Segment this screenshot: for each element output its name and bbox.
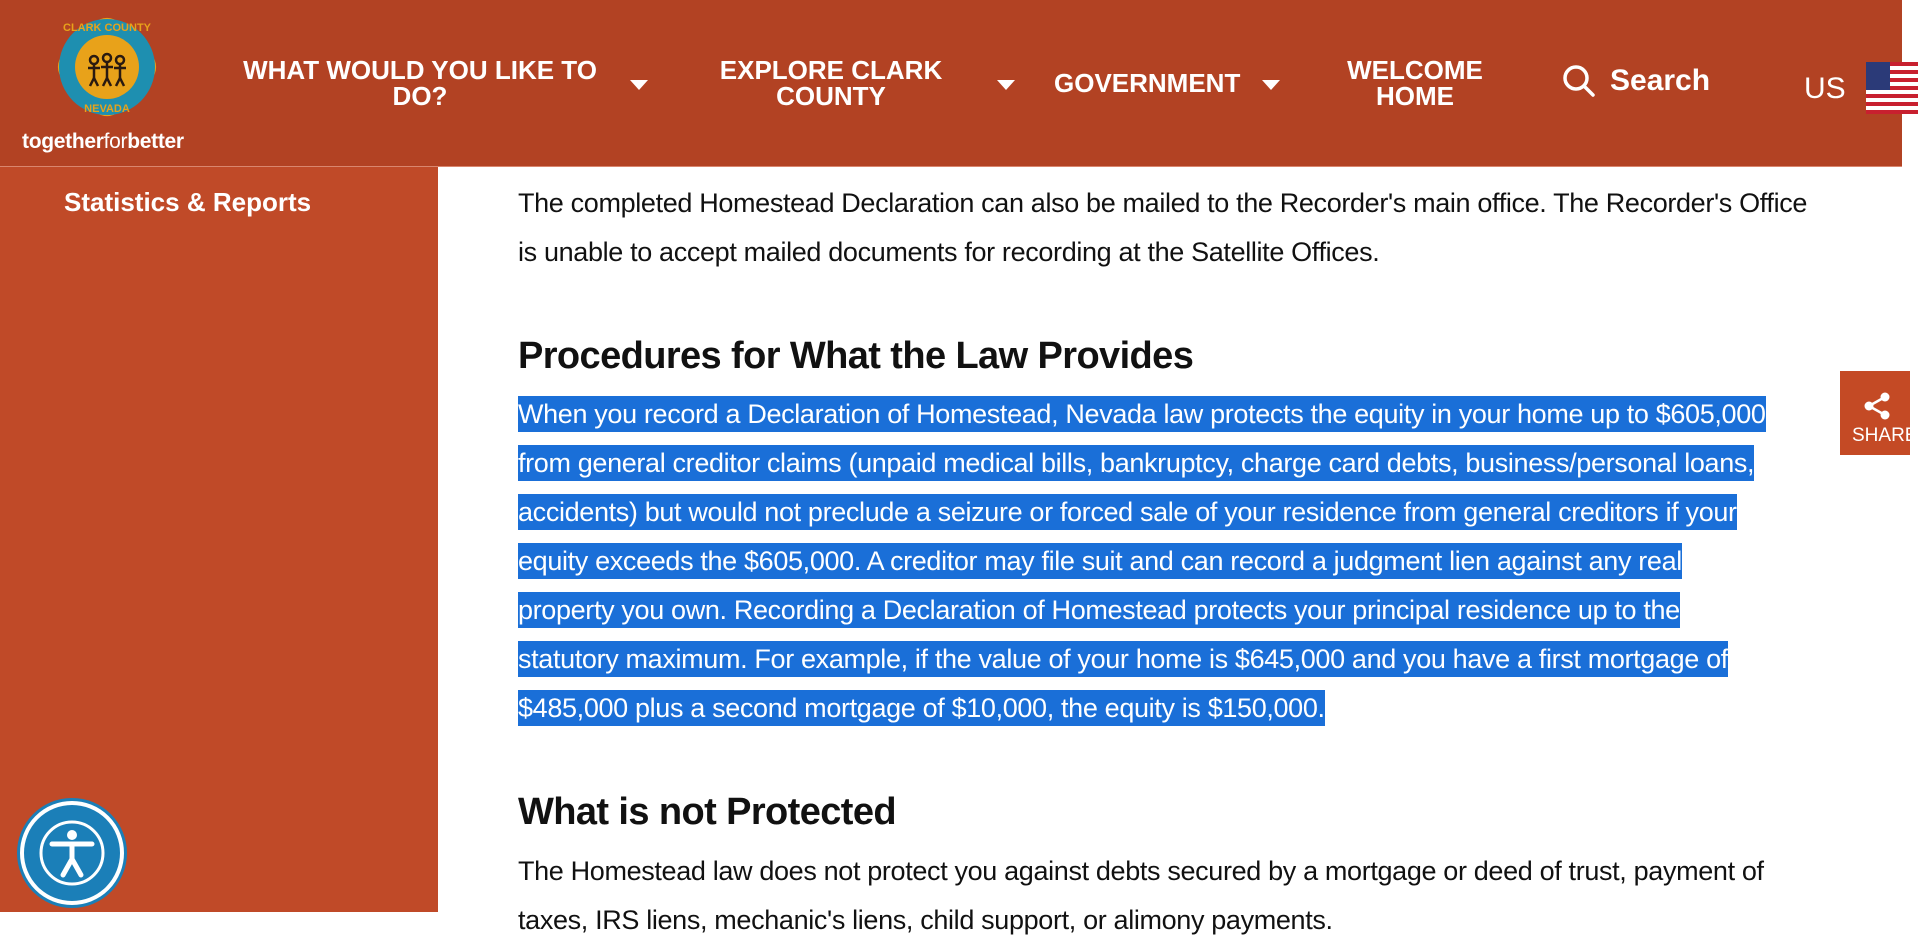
selected-text: equity exceeds the $605,000. A creditor may file suit and can record a judgment lien against any real (518, 543, 1682, 579)
procedures-paragraph-selected (518, 390, 1828, 733)
sidebar (0, 167, 438, 912)
nav-label: GOVERNMENT (1054, 68, 1241, 98)
selected-text: from general creditor claims (unpaid medical bills, bankruptcy, charge card debts, business/personal loans, (518, 445, 1754, 481)
search-label: Search (1610, 64, 1711, 97)
seal-text-bottom: NEVADA (84, 103, 130, 115)
accessibility-icon (38, 819, 106, 887)
intro-paragraph: The completed Homestead Declaration can also be mailed to the Recorder's main office. The Recorder's Office is unable to accept mailed documents for recording at the Satellite Offices. (518, 188, 1808, 267)
text-line (518, 390, 1828, 439)
tagline-together: together (22, 130, 104, 153)
search-button[interactable] (1562, 64, 1710, 98)
sidebar-item-statistics-reports[interactable]: Statistics & Reports (64, 187, 312, 217)
not-protected-paragraph (518, 847, 1828, 945)
nav-label: WHAT WOULD YOU LIKE TO DO? (243, 55, 597, 111)
selected-text: When you record a Declaration of Homestead, Nevada law protects the equity in your home up to $605,000 (518, 396, 1766, 432)
nav-government[interactable] (1054, 0, 1239, 166)
text-line (518, 488, 1828, 537)
tagline-for: for (103, 130, 128, 153)
selected-text: $485,000 plus a second mortgage of $10,000, the equity is $150,000. (518, 690, 1325, 726)
chevron-down-icon[interactable] (1262, 80, 1280, 90)
site-header (0, 0, 1902, 167)
nav-explore-clark-county[interactable] (716, 0, 946, 166)
not-protected-heading: What is not Protected (518, 791, 896, 833)
nav-welcome-home[interactable] (1340, 0, 1490, 166)
logo[interactable] (22, 10, 202, 160)
text-line (518, 439, 1828, 488)
nav-what-would-you-like-to-do[interactable] (240, 0, 600, 166)
clark-county-seal-icon[interactable] (50, 10, 164, 124)
text-line (518, 586, 1828, 635)
share-icon (1862, 391, 1892, 421)
us-flag-icon[interactable] (1866, 62, 1918, 114)
text-line: taxes, IRS liens, mechanic's liens, child support, or alimony payments. (518, 905, 1333, 935)
language-selector[interactable]: US (1804, 72, 1846, 105)
text-line (518, 537, 1828, 586)
accessibility-button[interactable] (20, 801, 124, 905)
share-label: SHARE (1852, 425, 1918, 446)
selected-text: statutory maximum. For example, if the value of your home is $645,000 and you have a first mortgage of (518, 641, 1728, 677)
tagline-better: better (127, 130, 184, 153)
nav-label: EXPLORE CLARK COUNTY (719, 55, 943, 111)
chevron-down-icon[interactable] (997, 80, 1015, 90)
text-line (518, 635, 1828, 684)
chevron-down-icon[interactable] (630, 80, 648, 90)
nav-label: WELCOME HOME (1347, 55, 1483, 111)
selected-text: property you own. Recording a Declaration of Homestead protects your principal residence up to the (518, 592, 1680, 628)
search-icon (1562, 64, 1596, 98)
selected-text: accidents) but would not preclude a seizure or forced sale of your residence from general creditors if your (518, 494, 1737, 530)
seal-text-top: CLARK COUNTY (63, 22, 151, 34)
share-button[interactable] (1840, 371, 1918, 455)
tagline (22, 130, 184, 154)
procedures-heading: Procedures for What the Law Provides (518, 335, 1194, 377)
text-line: The Homestead law does not protect you against debts secured by a mortgage or deed of trust, payment of (518, 856, 1764, 886)
text-line (518, 684, 1828, 733)
